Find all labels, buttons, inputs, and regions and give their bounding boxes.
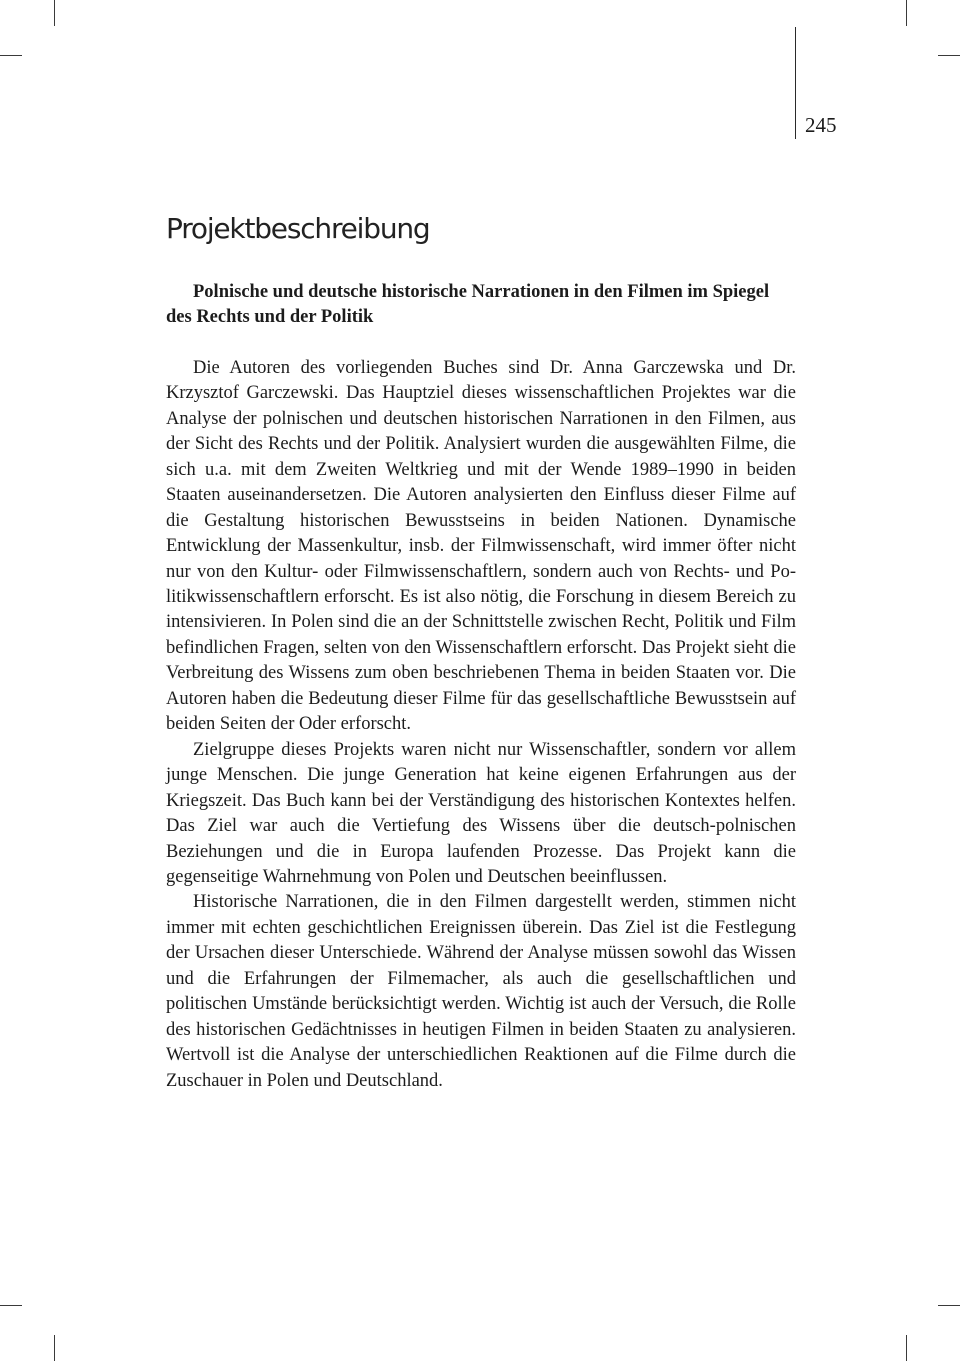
paragraph-1: Die Autoren des vorliegenden Buches sind Dr. Anna Garczewska und Dr. Krzysztof Garczewski. Das Hauptziel dieses wissenschaftlichen Projektes war die Analyse der polnischen und deutschen historischen Narrationen in den Filmen, aus der Sicht des Rechts und der Politik. Analysiert wurden die ausgewählten Filme, die sich u.a. mit dem Zweiten Weltkrieg und mit der Wende 1989–1990 in beiden Staaten auseinandersetzen. Die Autoren analysierten den Einfluss dieser Filme auf die Gestaltung historischen Bewusstseins in beiden Nationen. Dynamische Entwicklung der Massenkultur, insb. der Filmwissenschaft, wird immer öfter nicht nur von den Kultur- oder Filmwissenschaftlern, sondern auch von Rechts- und Politikwissenschaftlern erforscht. Es ist also nötig, die Forschung in diesem Bereich zu intensivieren. In Polen sind die an der Schnittstelle zwischen Recht, Politik und Film befindlichen Fragen, selten von den Wissenschaftlern erforscht. Das Projekt sieht die Verbreitung des Wissens zum oben beschriebenen Thema in beiden Staaten vor. Die Autoren haben die Bedeutung dieser Filme für das gesellschaftliche Bewusstsein auf beiden Seiten der Oder erforscht. [166, 357, 796, 735]
page-title: Projektbeschreibung [166, 212, 430, 245]
crop-mark-top-right [906, 0, 907, 26]
page-number: 245 [805, 113, 837, 137]
crop-mark-bottom-left [54, 1335, 55, 1361]
crop-mark-top-left-horizontal [0, 55, 22, 56]
page-number-rule [795, 27, 796, 139]
crop-mark-bottom-right-horizontal [938, 1305, 960, 1306]
crop-mark-top-left [54, 0, 55, 26]
article-subtitle: Polnische und deutsche historische Narrationen in den Filmen im Spiegel des Rechts und der Politik [166, 282, 770, 328]
paragraph-2: Zielgruppe dieses Projekts waren nicht nur Wissenschaftler, sondern vor allem junge Menschen. Die junge Generation hat keine eigenen Erfahrungen aus der Kriegszeit. Das Buch kann bei der Verständigung des historischen Kontextes helfen. Das Ziel war auch die Vertiefung des Wissens über die deutsch-polnischen Beziehungen und die in Europa laufenden Prozesse. Das Projekt kann die gegenseitige Wahrnehmung von Polen und Deutschen beeinflussen. [166, 739, 796, 887]
crop-mark-bottom-left-horizontal [0, 1305, 22, 1306]
crop-mark-bottom-right [906, 1335, 907, 1361]
crop-mark-top-right-horizontal [938, 55, 960, 56]
article-body [166, 280, 796, 1094]
paragraph-3: Historische Narrationen, die in den Filmen dargestellt werden, stimmen nicht immer mit echten geschichtlichen Ereignissen überein. Das Ziel ist die Festlegung der Ursachen dieser Unterschiede. Während der Analyse müssen sowohl das Wissen und die Erfahrungen der Filmemacher, als auch die gesellschaftlichen und politischen Umstände berücksichtigt werden. Wichtig ist auch der Versuch, die Rolle des historischen Gedächtnisses in heutigen Filmen in beiden Staaten zu analysieren. Wertvoll ist die Analyse der unterschiedlichen Reaktionen auf die Filme durch die Zuschauer in Polen und Deutschland. [166, 892, 796, 1091]
